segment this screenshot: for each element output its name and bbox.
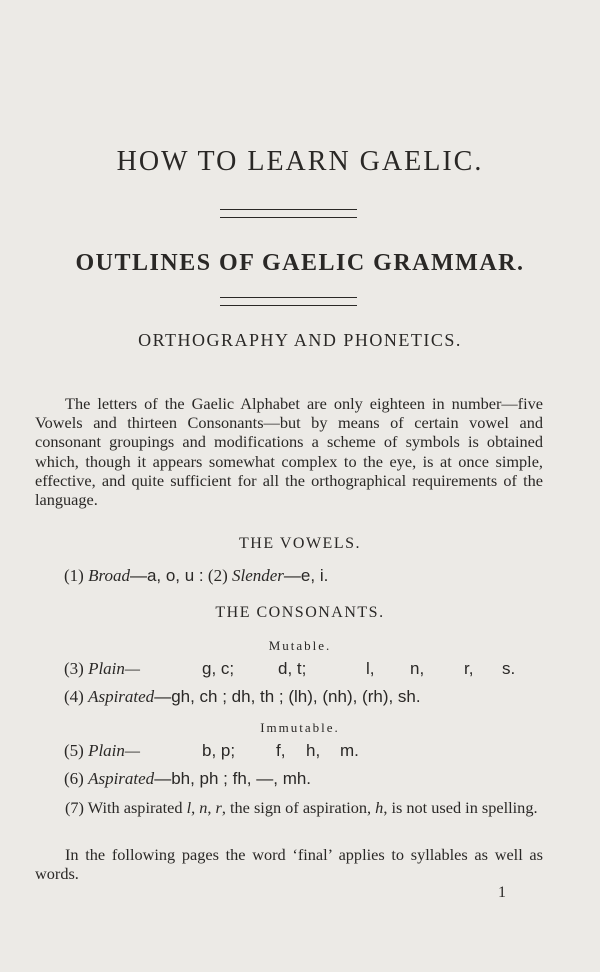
letters-cell: g, c; [202,659,235,678]
plain-label: Plain— [88,741,141,760]
letters-cell: —bh, ph ; fh, —, mh. [154,769,312,788]
slender-letters: —e, i. [283,566,329,585]
letters-cell: l, [366,659,375,678]
consonant-row [64,687,421,709]
aspiration-note: (7) With aspirated l, n, r, the sign of aspiration, h, is not used in spelling. [65,798,538,817]
page-title: HOW TO LEARN GAELIC. [116,146,484,177]
double-rule [220,209,357,218]
letters-cell: s. [502,659,516,678]
double-rule [220,297,357,306]
letters-cell: b, p; [202,741,236,760]
broad-label: Broad [88,566,130,585]
slender-label: Slender [231,566,284,585]
consonant-row [64,741,564,763]
immutable-heading: Immutable. [260,720,340,735]
row-number: (6) [64,769,84,788]
letters-cell: —gh, ch ; dh, th ; (lh), (nh), (rh), sh. [154,687,421,706]
letters-cell: n, [410,659,425,678]
note-number: (7) [65,798,84,817]
vowels-heading: THE VOWELS. [239,535,361,552]
letters-cell: d, t; [278,659,307,678]
aspirated-label: Aspirated [88,687,155,706]
letters-cell: h, [306,741,321,760]
consonant-row [64,659,564,681]
section-title: ORTHOGRAPHY AND PHONETICS. [138,330,462,350]
broad-letters: —a, o, u : [129,566,204,585]
intro-paragraph: The letters of the Gaelic Alphabet are only eighteen in number—five Vowels and thirteen Consonants—but by means of certain vowel and consonant groupings and modifications a scheme of symbols is obtained which, though it appears somewhat complex to the eye, is at once simple, effective, and quite sufficient for all the orthographical requirements of the language. [35,394,543,510]
row-number: (3) [64,659,84,678]
letters-cell: r, [464,659,474,678]
row-number: (2) [207,566,228,585]
row-number: (1) [64,566,84,585]
row-number: (5) [64,741,84,760]
chapter-title: OUTLINES OF GAELIC GRAMMAR. [75,250,525,276]
consonants-heading: THE CONSONANTS. [215,604,385,621]
final-note: In the following pages the word ‘final’ applies to syllables as well as words. [35,845,543,884]
consonant-row [64,769,311,791]
aspirated-label: Aspirated [88,769,155,788]
page-number: 1 [498,884,506,901]
letters-cell: m. [340,741,359,760]
mutable-heading: Mutable. [268,638,332,653]
letters-cell: f, [276,741,286,760]
plain-label: Plain— [88,659,141,678]
row-number: (4) [64,687,84,706]
vowels-row [64,566,328,588]
